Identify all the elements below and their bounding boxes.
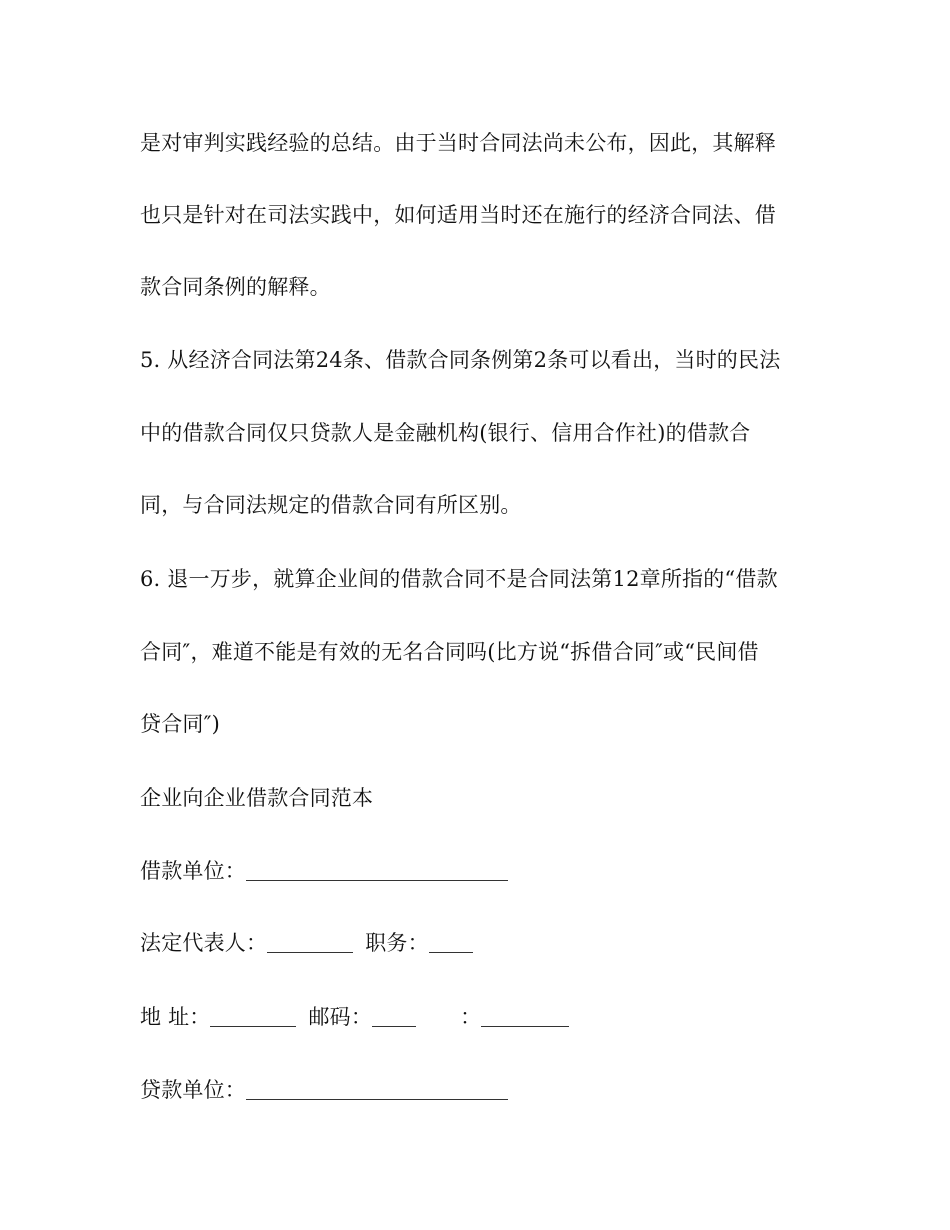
borrower-row [140, 857, 820, 885]
paragraph-line: 贷合同″) [140, 712, 221, 736]
lender-row [140, 1076, 820, 1104]
lender-blank[interactable] [246, 1079, 508, 1100]
paragraph-line: 中的借款合同仅只贷款人是金融机构(银行、信用合作社)的借款合 [140, 421, 751, 445]
address-label: 地 址： [140, 1005, 211, 1029]
phone-label: ： [460, 1005, 482, 1029]
paragraph-line: 是对审判实践经验的总结。由于当时合同法尚未公布，因此，其解释 [140, 131, 776, 155]
legal-rep-blank[interactable] [267, 932, 353, 953]
legal-rep-row [140, 929, 820, 957]
legal-rep-label: 法定代表人： [140, 931, 268, 955]
paragraph-line: 款合同条例的解释。 [140, 275, 331, 299]
postcode-blank[interactable] [372, 1006, 416, 1027]
borrower-label: 借款单位： [140, 859, 246, 883]
postcode-label: 邮码： [308, 1005, 373, 1029]
phone-blank[interactable] [481, 1006, 569, 1027]
position-blank[interactable] [429, 932, 473, 953]
paragraph-line: 合同″，难道不能是有效的无名合同吗(比方说“拆借合同″或“民间借 [140, 640, 759, 664]
position-label: 职务： [365, 931, 429, 955]
contract-title: 企业向企业借款合同范本 [140, 786, 374, 810]
paragraph-line: 6. 退一万步，就算企业间的借款合同不是合同法第12章所指的“借款 [140, 567, 778, 591]
borrower-blank[interactable] [246, 860, 508, 881]
paragraph-line: 也只是针对在司法实践中，如何适用当时还在施行的经济合同法、借 [140, 203, 776, 227]
paragraph-line: 同，与合同法规定的借款合同有所区别。 [140, 493, 522, 517]
paragraph-line: 5. 从经济合同法第24条、借款合同条例第2条可以看出，当时的民法 [140, 348, 781, 372]
lender-label: 贷款单位： [140, 1078, 246, 1102]
address-blank[interactable] [210, 1006, 296, 1027]
address-row [140, 1003, 820, 1031]
